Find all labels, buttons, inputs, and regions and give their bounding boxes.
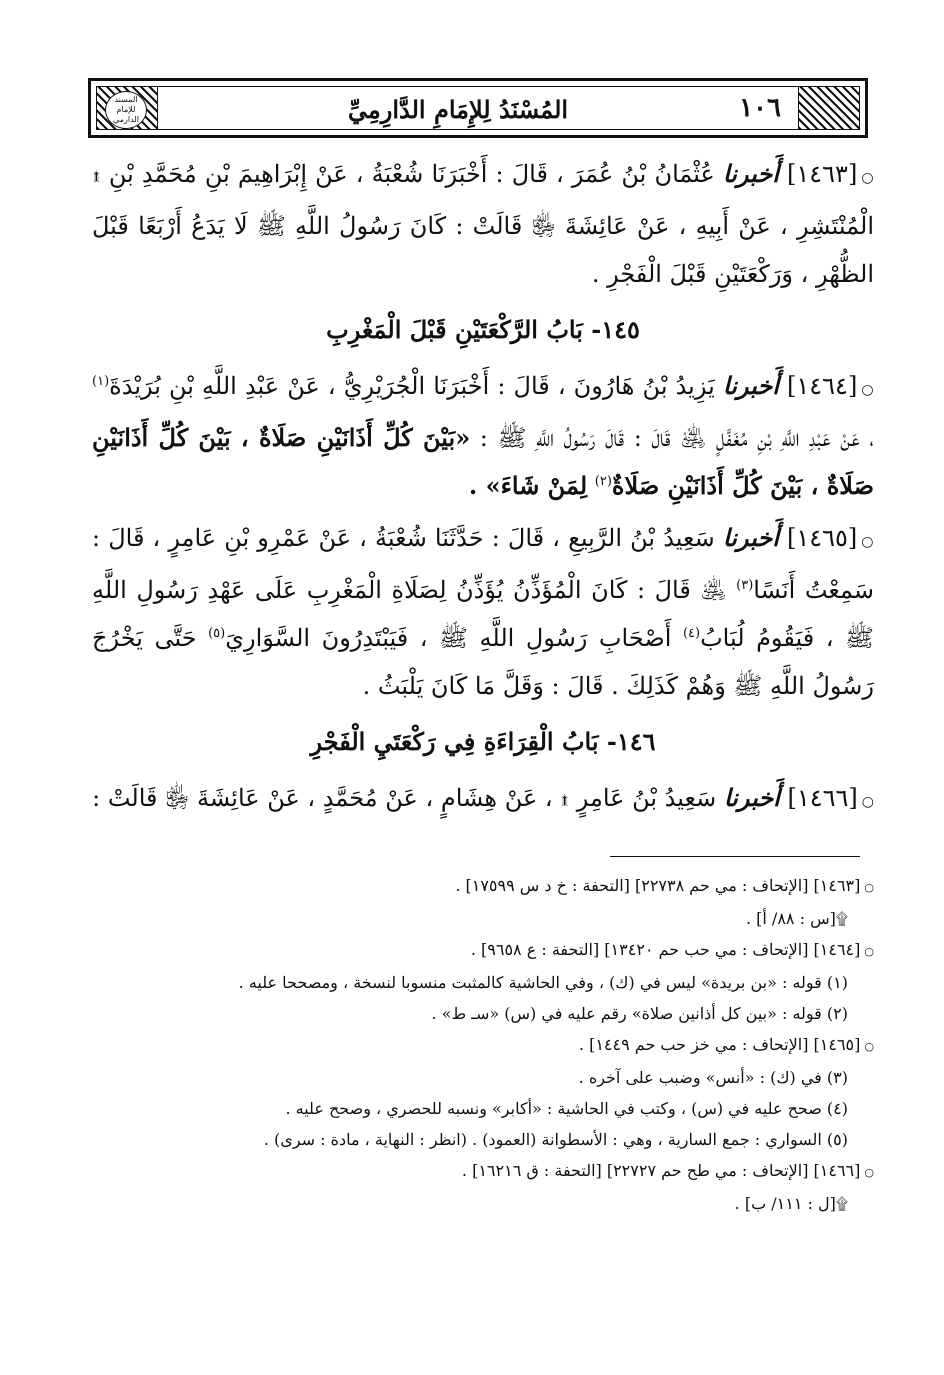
footnote-item: ۩[ل : ١١١/ ب] . xyxy=(734,1194,848,1213)
footnote-item: (١) قوله : «بن بريدة» ليس في (ك) ، وفي الحاشية كالمثبت منسوبا لنسخة ، ومصححا عليه . xyxy=(238,973,848,992)
footnote-item: (٢) قوله : «بين كل أذانين صلاة» رقم عليه في (س) «سـ ط» . xyxy=(431,1004,848,1023)
footnote-ref: ○ [١٤٦٦] [الإتحاف : مي طح حم ٢٢٧٢٧] [التحفة : ق ١٦٢١٦] . xyxy=(92,1155,874,1188)
hadith-text: سَعِيدُ بْنُ عَامِرٍ ۩ ، عَنْ هِشَامٍ ، عَنْ مُحَمَّدٍ ، عَنْ عَائِشَةَ ﵂ قَالَتْ : xyxy=(92,784,717,812)
hadith-text: عُثْمَانُ بْنُ عُمَرَ ، قَالَ : أَخْبَرَنَا شُعْبَةُ ، عَنْ إِبْرَاهِيمَ بْنِ مُحَمَّدِ بْنِ ۩ الْمُنْتَشِرِ ، عَنْ أَبِيهِ ، عَنْ عَائِشَةَ ﵂ قَالَتْ : كَانَ رَسُولُ اللَّهِ ﷺ لَا يَدَعُ أَرْبَعًا قَبْلَ الظُّهْرِ ، وَرَكْعَتَيْنِ قَبْلَ الْفَجْرِ . xyxy=(92,160,874,288)
chapter-heading-146: ١٤٦- بَابُ الْقِرَاءَةِ فِي رَكْعَتَيِ الْفَجْرِ xyxy=(310,727,656,756)
ornament-left xyxy=(97,87,158,129)
prophet-saying: «بَيْنَ كُلِّ أَذَانَيْنِ صَلَاةٌ ، بَيْنَ كُلِّ أَذَانَيْنِ صَلَاةٌ ، بَيْنَ كُلِّ أَذَانَيْنِ صَلَاةٌ xyxy=(92,423,874,500)
footnote-ref: ○ [١٤٦٣] [الإتحاف : مي حم ٢٢٧٣٨] [التحفة : خ د س ١٧٥٩٩] . xyxy=(92,870,874,903)
footnotes xyxy=(92,870,874,1219)
main-text xyxy=(92,150,874,830)
running-header xyxy=(88,78,868,138)
footnote-item: ۩[س : ٨٨/ أ] . xyxy=(745,909,848,928)
hadith-text: سَعِيدُ بْنُ الرَّبِيعِ ، قَالَ : حَدَّثَنَا شُعْبَةُ ، عَنْ عَمْرِو بْنِ عَامِرٍ ، قَالَ : سَمِعْتُ أَنَسًا xyxy=(92,524,874,604)
footnote-marker-2: (٢) xyxy=(594,474,612,489)
footnote-item: (٣) في (ك) : «أنس» وضبب على آخره . xyxy=(578,1068,848,1087)
hadith-text: ﵁ قَالَ : كَانَ الْمُؤَذِّنُ يُؤَذِّنُ لِصَلَاةِ الْمَغْرِبِ عَلَى عَهْدِ رَسُولِ اللَّهِ ﷺ ، فَيَقُومُ لُبَابُ xyxy=(92,576,874,652)
chapter-heading-145: ١٤٥- بَابُ الرَّكْعَتَيْنِ قَبْلَ الْمَغْرِبِ xyxy=(326,315,640,344)
hadith-1464 xyxy=(92,362,874,510)
hadith-text: أَصْحَابِ رَسُولِ اللَّهِ ﷺ ، فَيَبْتَدِرُونَ السَّوَارِيَ xyxy=(225,624,672,652)
footnote-marker-5: (٥) xyxy=(208,626,226,641)
hadith-1466 xyxy=(92,774,874,826)
footnote-item: (٤) صحح عليه في (س) ، وكتب في الحاشية : «أكابر» ونسبه للحصري ، وصحح عليه . xyxy=(285,1099,848,1118)
hadith-text: يَزِيدُ بْنُ هَارُونَ ، قَالَ : أَخْبَرَنَا الْجُرَيْرِيُّ ، عَنْ عَبْدِ اللَّهِ بْنِ بُرَيْدَةَ xyxy=(109,372,715,400)
footnote-ref: ○ [١٤٦٤] [الإتحاف : مي حب حم ١٣٤٢٠] [التحفة : ع ٩٦٥٨] . xyxy=(92,934,874,967)
footnote-separator xyxy=(610,856,860,857)
akhbarana-word: أَخبرنا xyxy=(722,159,779,188)
hadith-1463 xyxy=(92,150,874,298)
footnote-item: (٥) السواري : جمع السارية ، وهي : الأسطوانة (العمود) . (انظر : النهاية ، مادة : سرى) . xyxy=(263,1130,848,1149)
hadith-text: ، عَنْ عَبْدِ اللَّهِ بْنِ مُغَفَّلٍ ﵁ قَالَ : قَالَ رَسُولُ اللَّهِ ﷺ : xyxy=(479,424,875,452)
footnote-marker-3: (٣) xyxy=(736,578,754,593)
akhbarana-word: أَخبرنا xyxy=(723,783,780,812)
prophet-saying: لِمَنْ شَاءَ» . xyxy=(468,471,588,500)
hadith-1465 xyxy=(92,514,874,710)
page-number: ١٠٦ xyxy=(739,93,781,123)
footnote-marker-4: (٤) xyxy=(682,626,701,641)
header-frame xyxy=(96,86,860,130)
akhbarana-word: أَخبرنا xyxy=(722,371,779,400)
akhbarana-word: أَخبرنا xyxy=(722,523,779,552)
footnote-marker-1: (١) xyxy=(92,374,110,389)
hadith-number: ○ [١٤٦٤] xyxy=(787,372,874,400)
footnote-ref: ○ [١٤٦٥] [الإتحاف : مي خز حب حم ١٤٤٩] . xyxy=(92,1029,874,1062)
running-title: المُسْنَدُ لِلإِمَامِ الدَّارِمِيِّ xyxy=(347,95,569,124)
hadith-number: ○ [١٤٦٦] xyxy=(787,784,874,812)
title-cartouche: المسند للإمام الدارمي xyxy=(105,91,147,129)
hadith-text: حَتَّى يَخْرُجَ رَسُولُ اللَّهِ ﷺ وَهُمْ كَذَلِكَ . قَالَ : وَقَلَّ مَا كَانَ يَلْبَثُ . xyxy=(92,624,874,700)
hadith-number: ○ [١٤٦٣] xyxy=(787,160,874,188)
hadith-number: ○ [١٤٦٥] xyxy=(787,524,874,552)
ornament-right xyxy=(798,87,859,129)
